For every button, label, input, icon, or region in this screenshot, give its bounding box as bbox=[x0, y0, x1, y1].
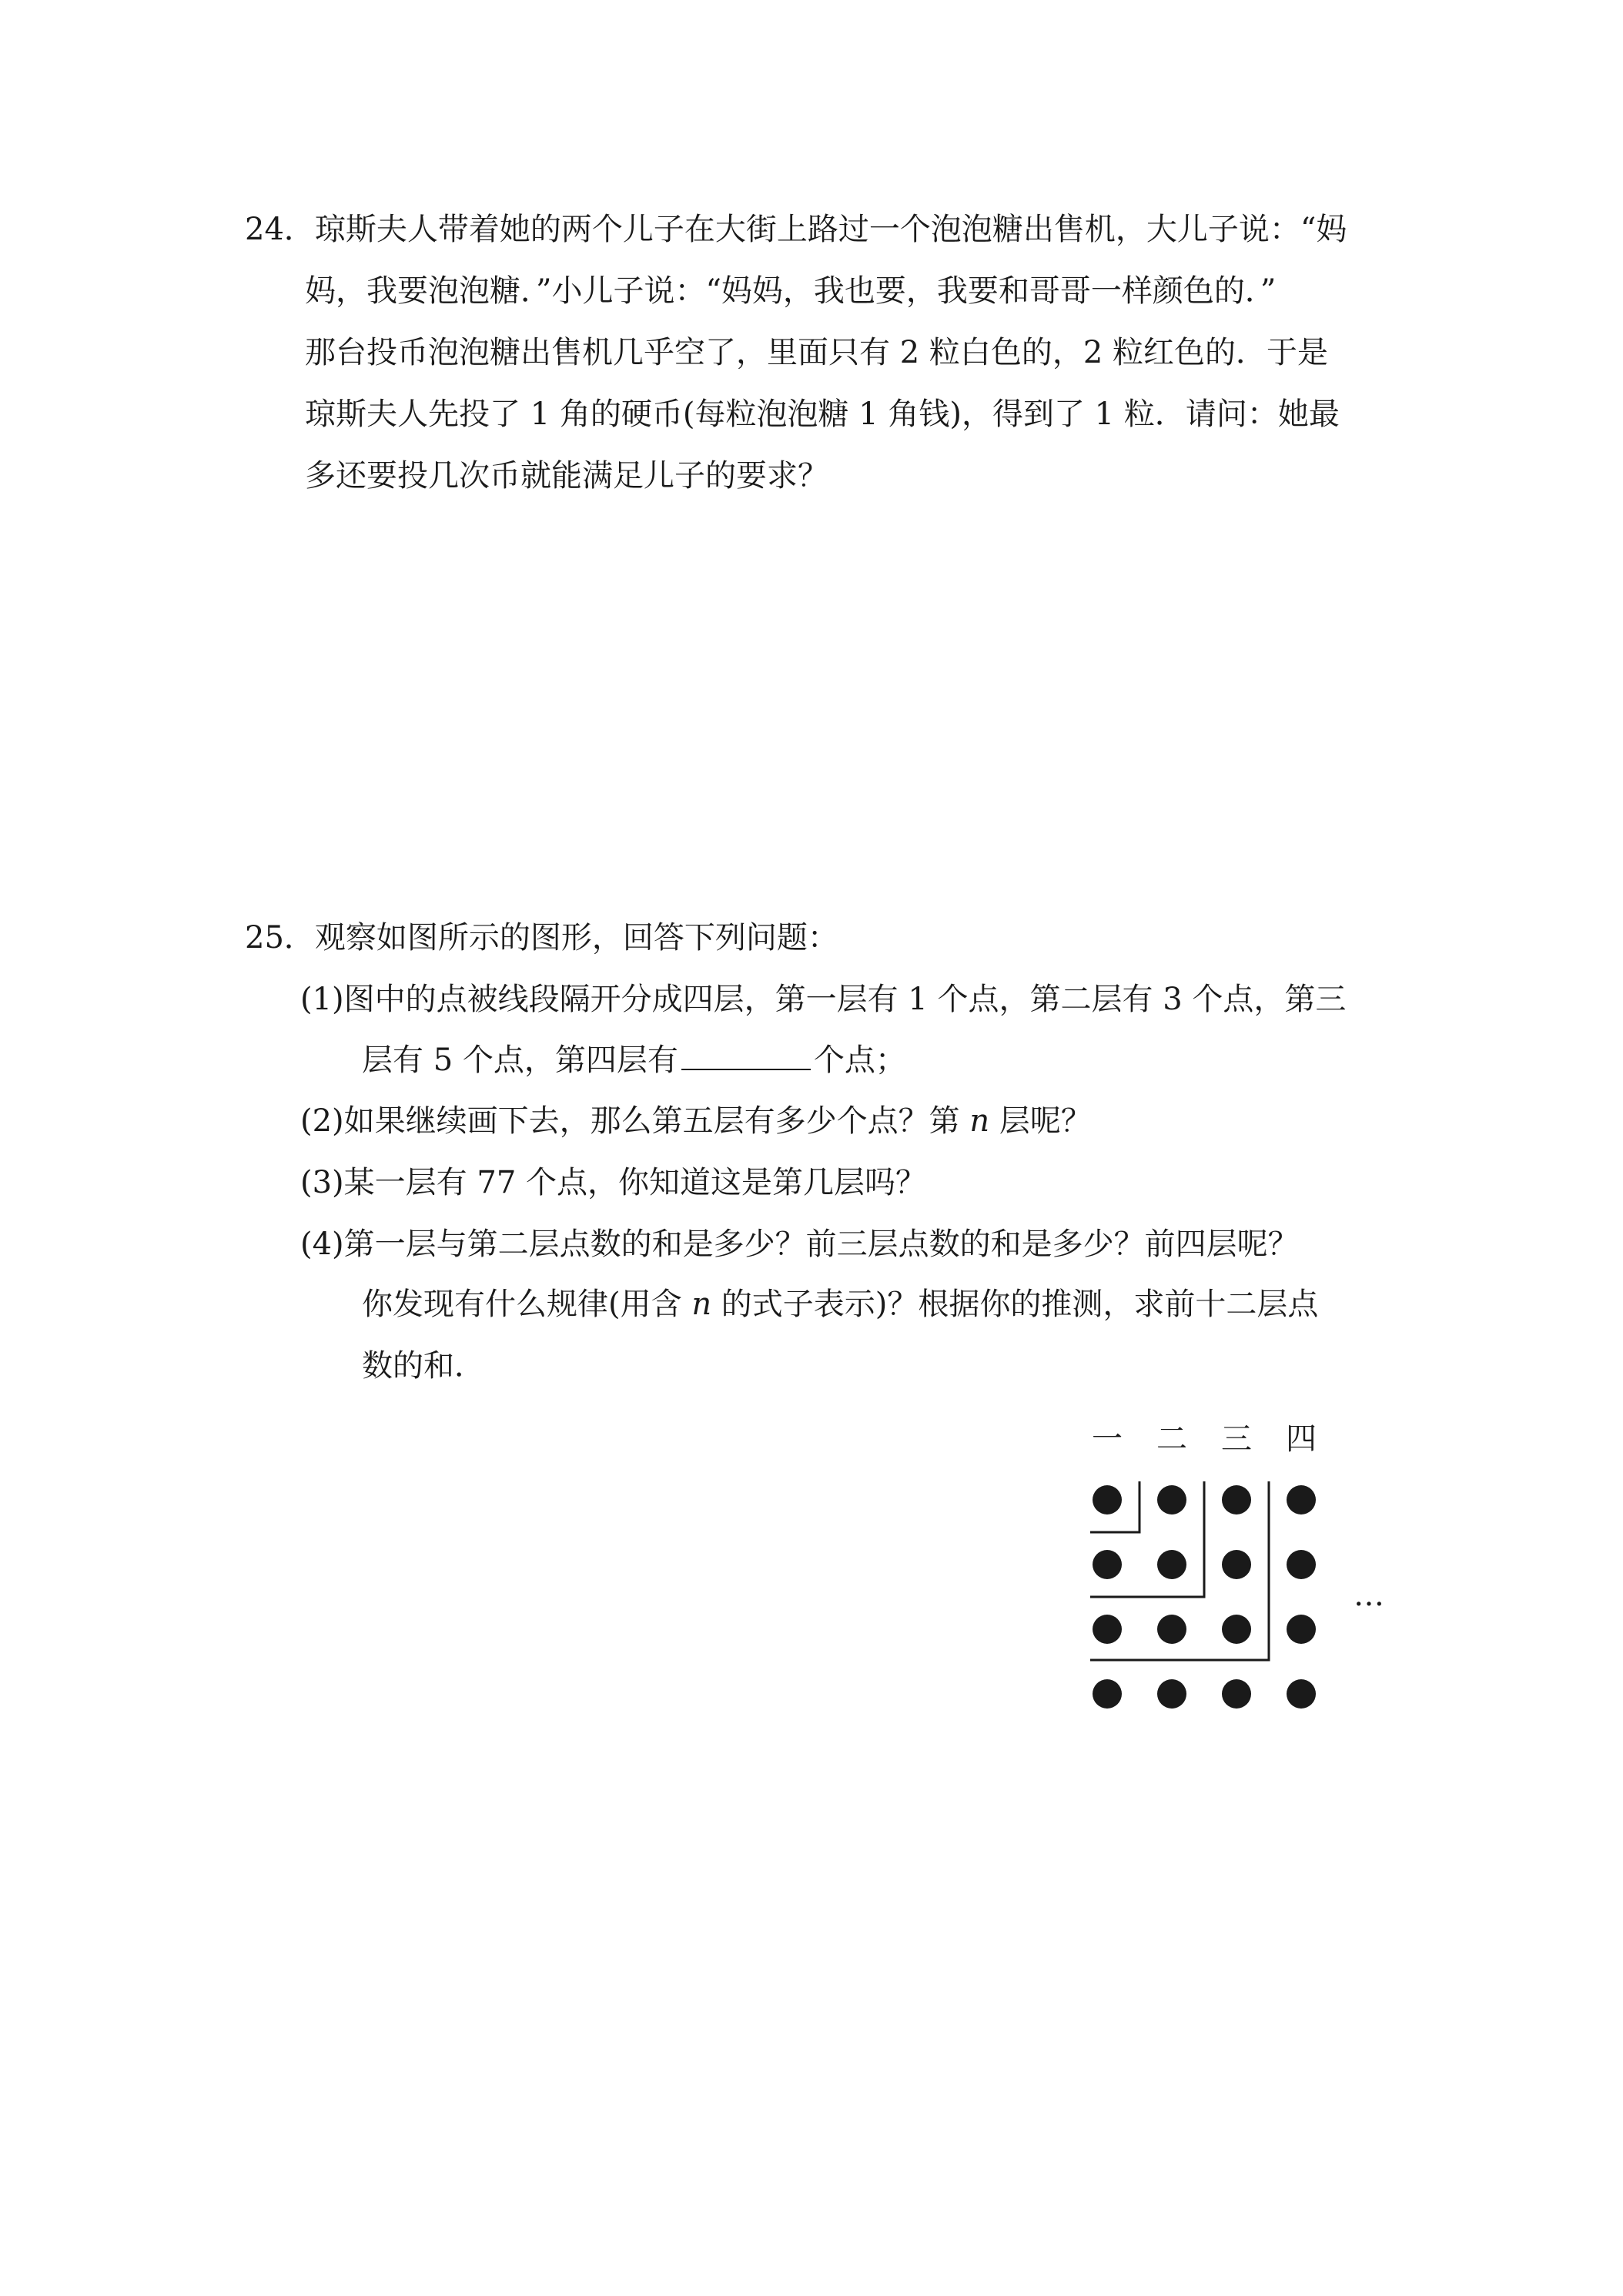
dot bbox=[1093, 1615, 1122, 1644]
q25-part4-line1: (4)第一层与第二层点数的和是多少？前三层点数的和是多少？前四层呢？ bbox=[300, 1227, 1299, 1262]
q25-part1-text-before: 层有 5 个点，第四层有 bbox=[362, 1043, 678, 1078]
q24-line-1: 24．琼斯夫人带着她的两个儿子在大街上路过一个泡泡糖出售机，大儿子说：“妈 bbox=[245, 212, 1347, 247]
dot bbox=[1157, 1485, 1186, 1514]
dot bbox=[1222, 1485, 1251, 1514]
dot bbox=[1093, 1550, 1122, 1579]
q25-part2-text-before: (2)如果继续画下去，那么第五层有多少个点？第 bbox=[300, 1103, 970, 1139]
q24-line-2: 妈，我要泡泡糖．”小儿子说：“妈妈，我也要，我要和哥哥一样颜色的．” bbox=[305, 273, 1277, 309]
answer-blank[interactable] bbox=[681, 1038, 811, 1070]
variable-n: n bbox=[969, 1103, 990, 1139]
q25-intro: 25．观察如图所示的图形，回答下列问题： bbox=[245, 920, 838, 956]
dot bbox=[1222, 1550, 1251, 1579]
dot bbox=[1222, 1679, 1251, 1709]
layered-dot-figure bbox=[1062, 1417, 1401, 1709]
q25-part1-line1: (1)图中的点被线段隔开分成四层，第一层有 1 个点，第二层有 3 个点，第三 bbox=[300, 982, 1347, 1017]
dot bbox=[1093, 1679, 1122, 1709]
q25-part4-line3: 数的和． bbox=[362, 1348, 485, 1384]
column-label-2: 二 bbox=[1156, 1421, 1187, 1457]
column-label-3: 三 bbox=[1221, 1421, 1252, 1457]
q25-part4-text-before: 你发现有什么规律(用含 bbox=[362, 1287, 692, 1322]
variable-n: n bbox=[691, 1287, 712, 1322]
q25-part1-line2 bbox=[362, 1038, 906, 1082]
q25-part2 bbox=[300, 1099, 1092, 1143]
dot bbox=[1157, 1615, 1186, 1644]
q25-part1-text-after: 个点； bbox=[813, 1043, 906, 1078]
dot bbox=[1157, 1679, 1186, 1709]
ellipsis: … bbox=[1354, 1578, 1384, 1613]
q24-line-3: 那台投币泡泡糖出售机几乎空了，里面只有 2 粒白色的，2 粒红色的．于是 bbox=[305, 335, 1329, 370]
dot bbox=[1287, 1485, 1316, 1514]
column-label-1: 一 bbox=[1092, 1421, 1123, 1457]
q25-part2-text-after: 层呢？ bbox=[989, 1103, 1092, 1139]
dot bbox=[1287, 1679, 1316, 1709]
q25-part3: (3)某一层有 77 个点，你知道这是第几层吗？ bbox=[300, 1165, 926, 1200]
q24-line-5: 多还要投几次币就能满足儿子的要求？ bbox=[305, 458, 828, 494]
dot bbox=[1222, 1615, 1251, 1644]
dot bbox=[1093, 1485, 1122, 1514]
dot bbox=[1287, 1615, 1316, 1644]
column-label-4: 四 bbox=[1286, 1421, 1317, 1457]
dot bbox=[1287, 1550, 1316, 1579]
q25-part4-text-after: 的式子表示)？根据你的推测，求前十二层点 bbox=[711, 1287, 1319, 1322]
q25-part4-line2 bbox=[362, 1283, 1318, 1326]
dot bbox=[1157, 1550, 1186, 1579]
q24-line-4: 琼斯夫人先投了 1 角的硬币(每粒泡泡糖 1 角钱)，得到了 1 粒．请问：她最 bbox=[305, 397, 1340, 432]
